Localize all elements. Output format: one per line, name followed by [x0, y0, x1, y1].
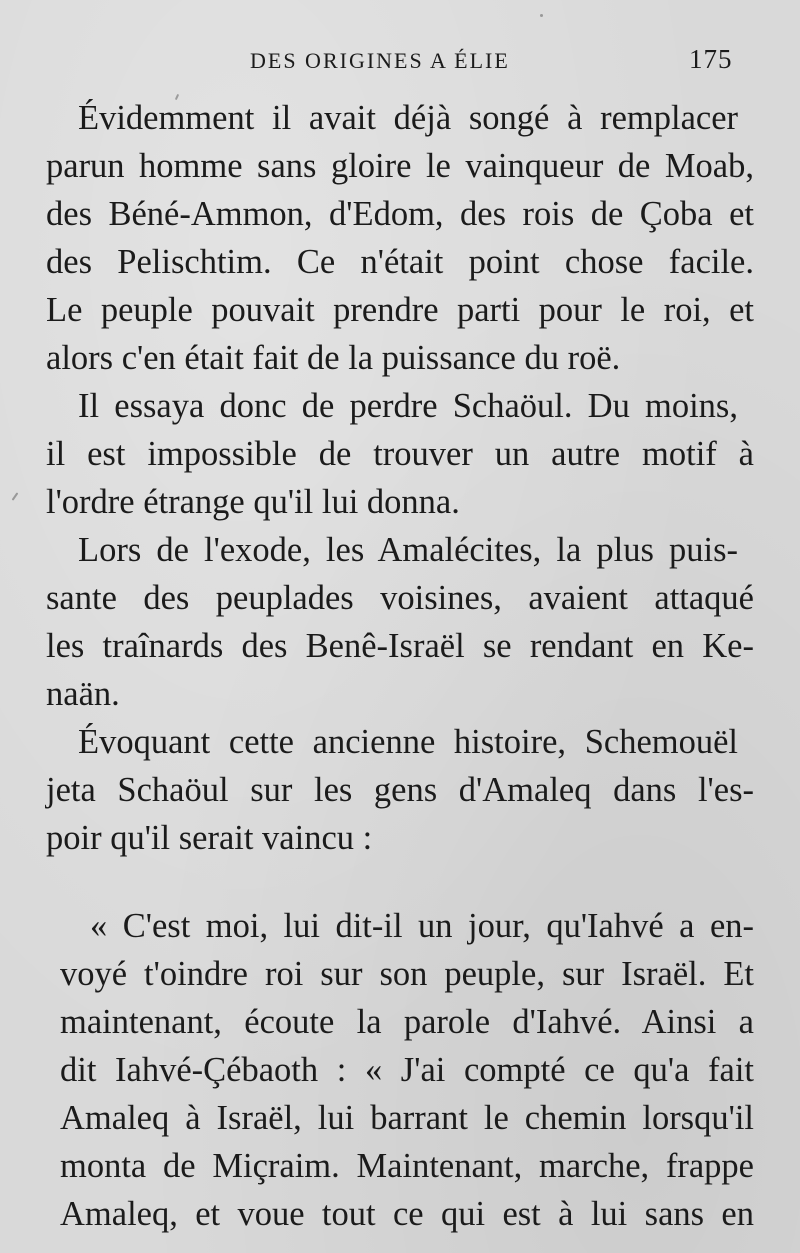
text-line: jeta Schaöul sur les gens d'Amaleq dans l'es-: [46, 771, 754, 809]
text-line: sante des peuplades voisines, avaient attaqué: [46, 579, 754, 617]
text-line: dit Iahvé-Çébaoth : « J'ai compté ce qu'a fait: [60, 1051, 754, 1089]
text-line: Le peuple pouvait prendre parti pour le roi, et: [46, 291, 754, 329]
text-line: des Pelischtim. Ce n'était point chose facile.: [46, 243, 754, 281]
page-number: 175: [689, 44, 733, 74]
text-line: maintenant, écoute la parole d'Iahvé. Ainsi a: [60, 1003, 754, 1041]
paper-speck: [540, 14, 543, 17]
text-line: monta de Miçraim. Maintenant, marche, frappe: [60, 1147, 754, 1185]
text-line: Il essaya donc de perdre Schaöul. Du moins,: [78, 387, 738, 425]
text-line: « C'est moi, lui dit-il un jour, qu'Iahvé a en-: [90, 907, 754, 945]
text-line: Amaleq, et voue tout ce qui est à lui sans en: [60, 1195, 754, 1233]
text-line: parun homme sans gloire le vainqueur de Moab,: [46, 147, 754, 185]
text-line: voyé t'oindre roi sur son peuple, sur Israël. Et: [60, 955, 754, 993]
paper-speck: [12, 492, 19, 501]
text-line: Amaleq à Israël, lui barrant le chemin lorsqu'il: [60, 1099, 754, 1137]
text-line: Évoquant cette ancienne histoire, Schemouël: [78, 723, 738, 761]
text-line: poir qu'il serait vaincu :: [46, 819, 373, 857]
running-head: [0, 44, 800, 80]
running-title: DES ORIGINES A ÉLIE: [250, 48, 510, 73]
text-line: les traînards des Benê-Israël se rendant en Ke-: [46, 627, 754, 665]
text-line: alors c'en était fait de la puissance du roë.: [46, 339, 621, 377]
text-line: il est impossible de trouver un autre motif à: [46, 435, 754, 473]
text-line: Évidemment il avait déjà songé à remplacer: [78, 99, 738, 137]
text-line: naän.: [46, 675, 120, 713]
text-line: l'ordre étrange qu'il lui donna.: [46, 483, 460, 521]
text-line: des Béné-Ammon, d'Edom, des rois de Çoba et: [46, 195, 754, 233]
text-line: Lors de l'exode, les Amalécites, la plus puis-: [78, 531, 738, 569]
